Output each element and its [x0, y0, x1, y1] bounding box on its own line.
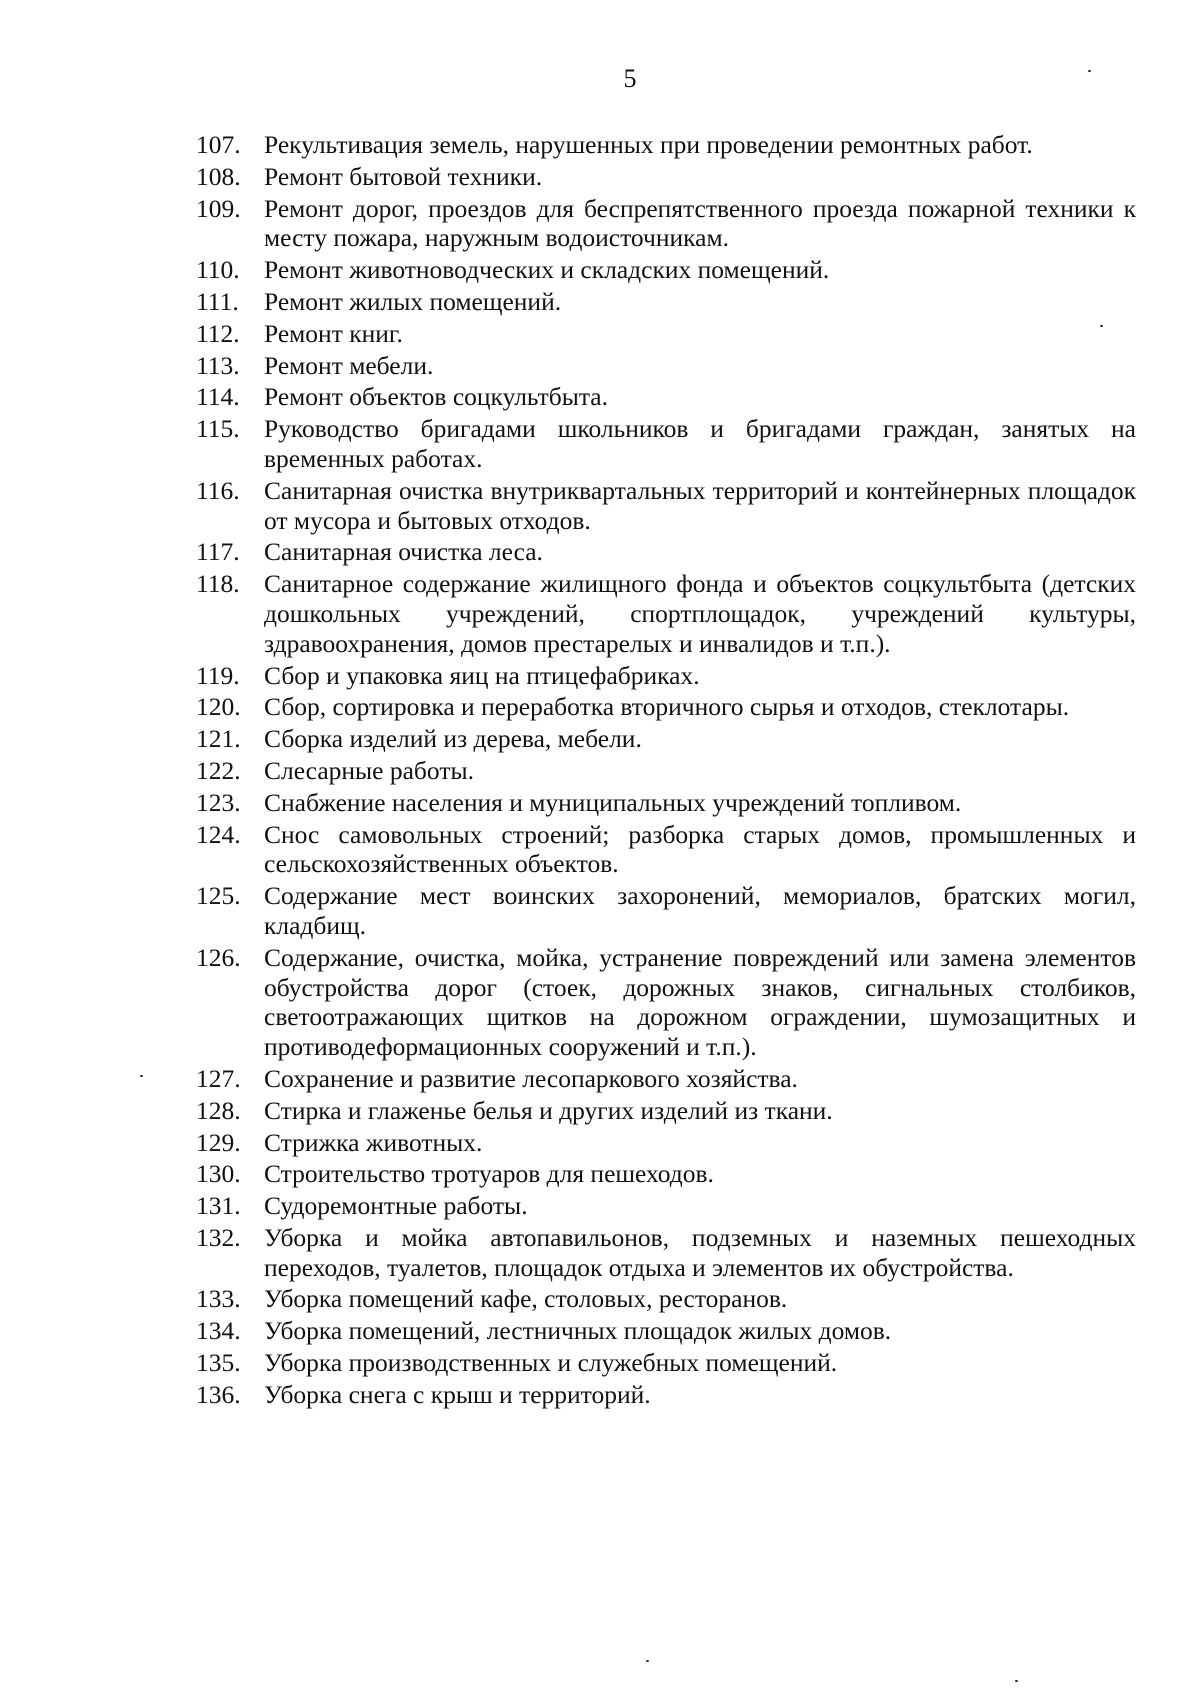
item-number: 133.: [196, 1284, 241, 1314]
list-item: [196, 943, 1136, 1062]
item-text: Уборка и мойка автопавильонов, подземных и наземных пешеходных переходов, туалетов, площадок отдыха и элементов их обустройства.: [264, 1222, 1136, 1282]
list-item: [196, 1064, 1136, 1094]
list-item: [196, 1316, 1136, 1346]
item-number: 114.: [196, 382, 240, 412]
item-text: Уборка помещений, лестничных площадок жилых домов.: [264, 1316, 892, 1346]
item-text: Санитарная очистка леса.: [264, 537, 543, 567]
numbered-list: [196, 130, 1136, 1412]
list-item: [196, 724, 1136, 754]
item-number: 113.: [196, 350, 240, 380]
item-text: Сохранение и развитие лесопаркового хозяйства.: [264, 1063, 798, 1093]
item-text: Ремонт мебели.: [264, 350, 434, 380]
item-number: 110.: [196, 255, 240, 285]
item-text: Слесарные работы.: [264, 755, 474, 785]
list-item: [196, 537, 1136, 567]
scan-speck: [646, 1660, 649, 1662]
list-item: [196, 881, 1136, 941]
item-number: 130.: [196, 1159, 241, 1189]
item-text: Санитарное содержание жилищного фонда и объектов соцкультбыта (детских дошкольных учреждений, спортплощадок, учреждений культуры, здравоохранения, домов престарелых и инвалидов и т.п.).: [264, 569, 1136, 658]
item-text: Снос самовольных строений; разборка старых домов, промышленных и сельскохозяйственных объектов.: [264, 819, 1136, 879]
item-number: 116.: [196, 475, 240, 505]
item-text: Ремонт жилых помещений.: [264, 286, 562, 316]
item-text: Санитарная очистка внутриквартальных территорий и контейнерных площадок от мусора и бытовых отходов.: [264, 475, 1136, 535]
list-item: [196, 756, 1136, 786]
list-item: [196, 414, 1136, 474]
scan-speck: [1015, 1680, 1018, 1682]
item-number: 115.: [196, 414, 240, 444]
item-number: 121.: [196, 724, 241, 754]
list-item: [196, 382, 1136, 412]
list-item: [196, 1348, 1136, 1378]
item-number: 108.: [196, 161, 241, 191]
page-number: 5: [623, 64, 637, 93]
item-text: Руководство бригадами школьников и бригадами граждан, занятых на временных работах.: [264, 414, 1136, 473]
list-item: [196, 1096, 1136, 1126]
item-text: Ремонт дорог, проездов для беспрепятственного проезда пожарной техники к месту пожара, наружным водоисточникам.: [264, 193, 1136, 253]
item-text: Уборка снега с крыш и территорий.: [264, 1379, 651, 1409]
list-item: [196, 1159, 1136, 1189]
item-number: 118.: [196, 569, 240, 599]
item-text: Снабжение населения и муниципальных учреждений топливом.: [264, 787, 962, 817]
item-text: Содержание, очистка, мойка, устранение повреждений или замена элементов обустройства дорог (стоек, дорожных знаков, сигнальных столбиков, светоотражающих щитков на дорожном ограждении, шумозащитных и противодеформационных сооружений и т.п.).: [264, 942, 1136, 1062]
item-text: Уборка помещений кафе, столовых, ресторанов.: [264, 1284, 788, 1314]
scan-speck: [140, 1075, 143, 1077]
item-text: Стрижка животных.: [264, 1127, 483, 1157]
item-number: 134.: [196, 1316, 241, 1346]
item-text: Содержание мест воинских захоронений, мемориалов, братских могил, кладбищ.: [264, 881, 1136, 940]
list-item: [196, 820, 1136, 880]
item-number: 117.: [196, 537, 240, 567]
item-number: 135.: [196, 1348, 241, 1378]
list-item: [196, 1191, 1136, 1221]
item-text: Уборка производственных и служебных помещений.: [264, 1348, 838, 1378]
item-number: 111.: [196, 286, 239, 316]
list-item: [196, 351, 1136, 381]
item-text: Строительство тротуаров для пешеходов.: [264, 1159, 714, 1189]
list-item: [196, 788, 1136, 818]
list-item: [196, 1223, 1136, 1283]
list-item: [196, 255, 1136, 285]
item-text: Ремонт животноводческих и складских помещений.: [264, 255, 830, 285]
list-item: [196, 1284, 1136, 1314]
item-number: 129.: [196, 1127, 241, 1157]
list-item: [196, 692, 1136, 722]
list-item: [196, 661, 1136, 691]
list-item: [196, 162, 1136, 192]
item-number: 107.: [196, 130, 241, 159]
item-number: 132.: [196, 1222, 241, 1252]
list-item: [196, 319, 1136, 349]
item-number: 109.: [196, 193, 241, 223]
item-number: 124.: [196, 819, 241, 849]
item-text: Ремонт объектов соцкультбыта.: [264, 382, 608, 412]
item-text: Ремонт книг.: [264, 318, 403, 348]
list-item: [196, 1128, 1136, 1158]
list-item: [196, 569, 1136, 658]
item-number: 128.: [196, 1095, 241, 1125]
item-number: 136.: [196, 1379, 241, 1409]
list-item: [196, 194, 1136, 254]
item-text: Ремонт бытовой техники.: [264, 161, 543, 191]
scan-speck: [1100, 325, 1103, 327]
item-number: 112.: [196, 318, 240, 348]
list-item: [196, 1380, 1136, 1410]
item-text: Сборка изделий из дерева, мебели.: [264, 724, 642, 754]
item-number: 127.: [196, 1063, 241, 1093]
item-text: Сбор, сортировка и переработка вторичного сырья и отходов, стеклотары.: [264, 692, 1070, 722]
list-item: [196, 130, 1136, 160]
item-number: 125.: [196, 881, 241, 911]
list-item: [196, 476, 1136, 536]
item-number: 122.: [196, 755, 241, 785]
item-text: Судоремонтные работы.: [264, 1191, 528, 1221]
item-number: 123.: [196, 787, 241, 817]
item-text: Рекультивация земель, нарушенных при проведении ремонтных работ.: [264, 130, 1033, 159]
item-number: 131.: [196, 1191, 241, 1221]
item-text: Стирка и глаженье белья и других изделий из ткани.: [264, 1095, 833, 1125]
list-item: [196, 287, 1136, 317]
scan-speck: [1088, 70, 1091, 72]
item-text: Сбор и упаковка яиц на птицефабриках.: [264, 660, 700, 690]
item-number: 119.: [196, 660, 240, 690]
item-number: 126.: [196, 942, 241, 972]
item-number: 120.: [196, 692, 241, 722]
